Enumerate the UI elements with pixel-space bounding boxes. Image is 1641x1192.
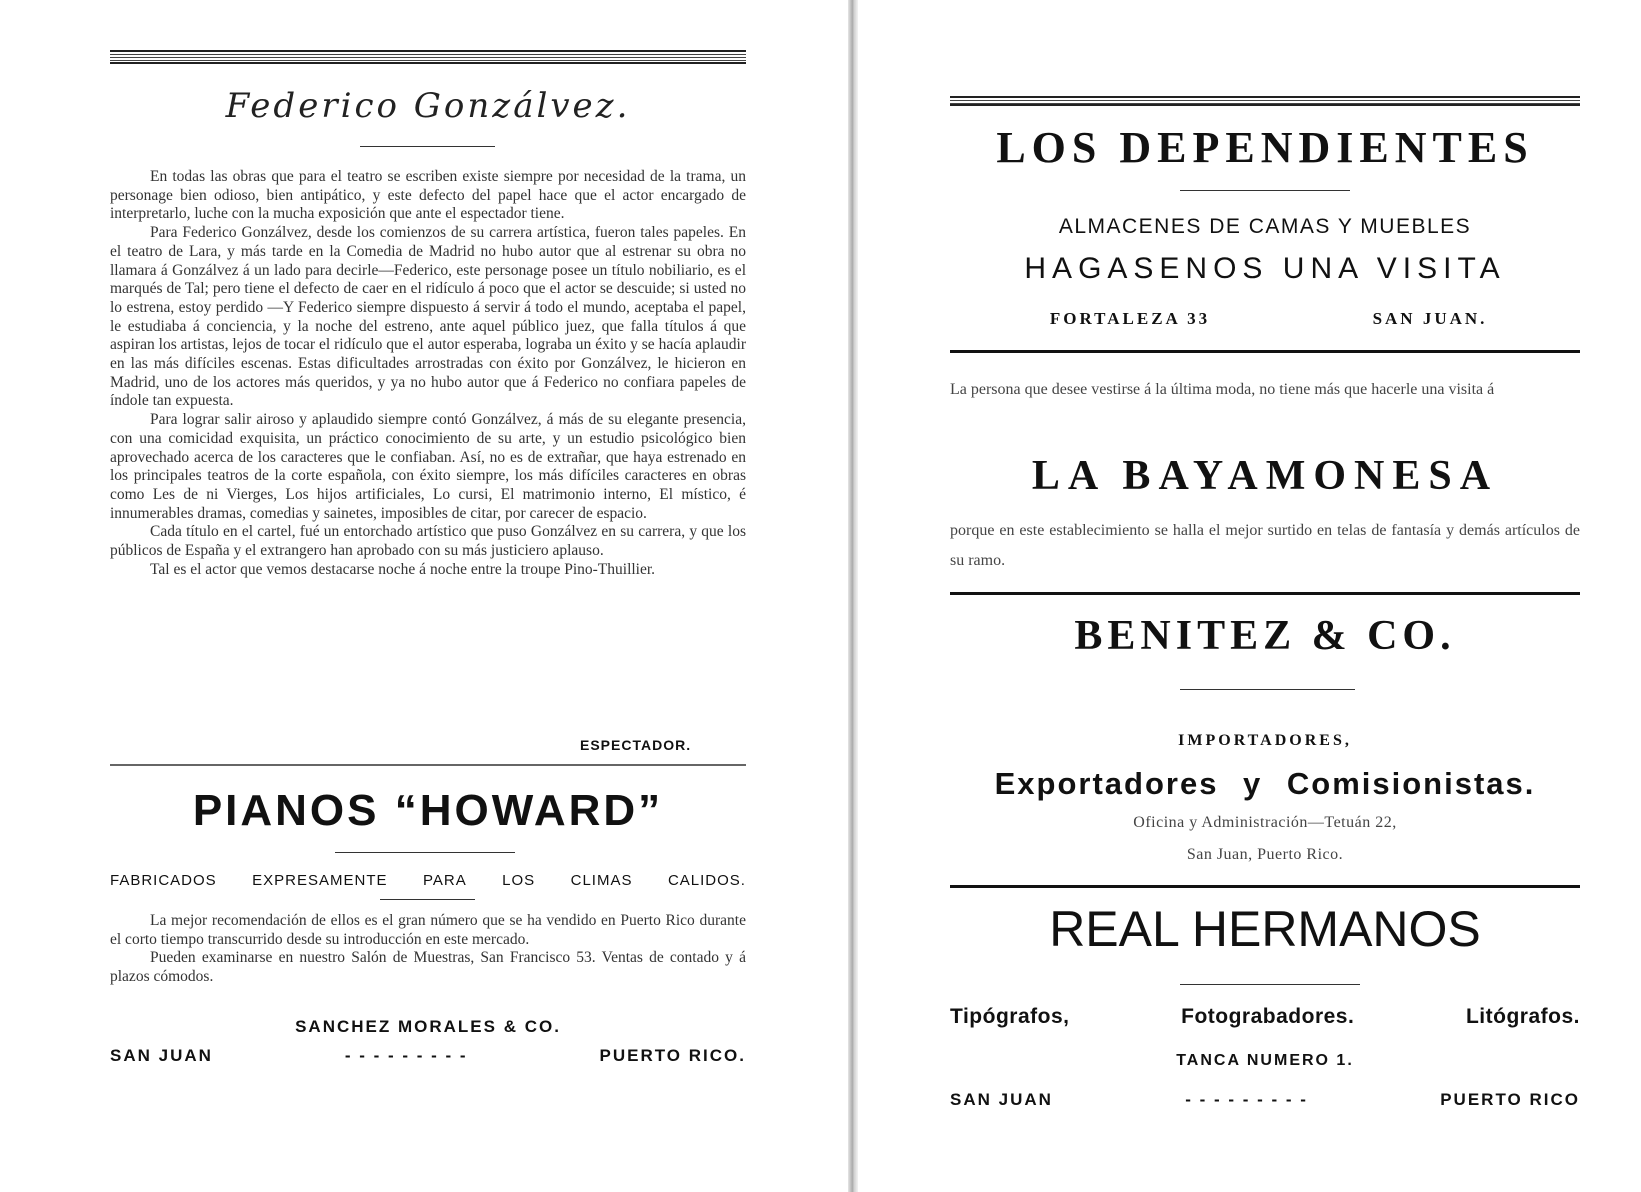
pianos-paragraph: La mejor recomendación de ellos es el gran número que se ha vendido en Puerto Rico durante el corto tiempo transcurrido desde su introducción en este mercado. — [110, 912, 746, 948]
subline-word: LOS — [502, 872, 536, 889]
paragraph: Tal es el actor que vemos destacarse noche á noche entre la troupe Pino-Thuillier. — [150, 560, 656, 578]
benitez-title: BENITEZ & CO. — [1074, 613, 1456, 659]
real-address: TANCA NUMERO 1. — [1176, 1052, 1354, 1069]
subline-word: CALIDOS. — [667, 872, 746, 889]
top-double-rule — [110, 50, 746, 64]
paragraph: Cada título en el cartel, fué un entorchado artístico que puso Gonzálvez en su carrera, y que los públicos de España y el extrangero han aprobado con su más justiciero aplauso. — [110, 523, 746, 560]
dashes: - - - - - - - - - — [344, 1046, 468, 1065]
country: PUERTO RICO. — [599, 1046, 746, 1065]
ad-separator — [950, 885, 1580, 888]
real-divider — [1180, 984, 1360, 985]
pianos-paragraph: Pueden examinarse en nuestro Salón de Muestras, San Francisco 53. Ventas de contado y á plazos cómodos. — [110, 949, 746, 986]
ad-separator — [950, 350, 1580, 353]
service-item: Fotograbadores. — [1181, 1005, 1355, 1028]
dependientes-subtitle: ALMACENES DE CAMAS Y MUEBLES — [1058, 215, 1472, 238]
paragraph: Para lograr salir airoso y aplaudido siempre contó Gonzálvez, á más de su elegante presencia, con una comicidad exquisita, un práctico conocimiento de su arte, y un estudio psicológico bien aprovechado acerca de los caracteres que le confiaban. Así, no es de extrañar, que haya estrenado en los principales teatros de la corte española, con éxito siempre, los más difíciles caracteres en obras como Les de ni Vierges, Los hijos artificiales, Lo cursi, El matrimonio interno, El místico, é innumerables dramas, comedias y sainetes, imposibles de citar, por carecer de espacio. — [110, 411, 746, 522]
subline-word: CLIMAS — [570, 872, 633, 889]
subline-word: EXPRESAMENTE — [252, 872, 388, 889]
pianos-headline: PIANOS “HOWARD” — [192, 786, 664, 835]
country: PUERTO RICO — [1440, 1090, 1580, 1109]
dashes: - - - - - - - - - — [1185, 1090, 1308, 1109]
dependientes-address: FORTALEZA 33 — [1049, 309, 1211, 328]
pianos-location — [110, 1046, 746, 1066]
benitez-line1: IMPORTADORES, — [1178, 732, 1352, 749]
paragraph: En todas las obras que para el teatro se escriben existe siempre por necesidad de la trama, un personage bien odioso, bien antipático, y este defecto del papel hace que el actor encargado de interpretarlo, luche con la mucha exposición que ante el espectador tiene. — [110, 168, 746, 223]
real-services — [950, 1005, 1580, 1029]
pianos-body — [110, 912, 746, 987]
right-top-rule — [950, 96, 1580, 106]
pianos-firm: SANCHEZ MORALES & CO. — [295, 1017, 561, 1036]
city: SAN JUAN — [110, 1046, 213, 1065]
ad-separator — [950, 592, 1580, 595]
pianos-divider-small — [380, 899, 475, 900]
benitez-line4: San Juan, Puerto Rico. — [1186, 846, 1344, 863]
real-title: REAL HERMANOS — [1049, 901, 1481, 957]
subline-word: PARA — [422, 872, 467, 889]
service-item: Litógrafos. — [1465, 1005, 1580, 1028]
bayamonesa-intro: La persona que desee vestirse á la última moda, no tiene más que hacerle una visita á — [950, 381, 1495, 398]
pianos-divider — [335, 852, 515, 853]
city: SAN JUAN — [950, 1090, 1053, 1109]
bayamonesa-body: porque en este establecimiento se halla el mejor surtido en telas de fantasía y demás artículos de su ramo. — [950, 522, 1580, 569]
real-location — [950, 1090, 1580, 1110]
section-rule — [110, 764, 746, 766]
benitez-line2: Exportadores y Comisionistas. — [994, 766, 1536, 801]
article-title: Federico Gonzálvez. — [225, 86, 631, 126]
benitez-line3: Oficina y Administración—Tetuán 22, — [1133, 814, 1397, 831]
subline-word: FABRICADOS — [110, 872, 217, 889]
book-gutter — [848, 0, 858, 1192]
bayamonesa-title: LA BAYAMONESA — [1031, 453, 1499, 499]
dependientes-title: LOS DEPENDIENTES — [996, 123, 1534, 172]
dependientes-divider — [1180, 190, 1350, 191]
signature: ESPECTADOR. — [580, 737, 692, 753]
title-divider — [360, 146, 495, 147]
service-item: Tipógrafos, — [950, 1005, 1070, 1028]
pianos-subline — [110, 872, 746, 889]
benitez-divider — [1180, 689, 1355, 690]
dependientes-city: SAN JUAN. — [1372, 309, 1488, 328]
dependientes-slogan: HAGASENOS UNA VISITA — [1024, 252, 1506, 285]
article-body — [110, 168, 746, 579]
paragraph: Para Federico Gonzálvez, desde los comienzos de su carrera artística, fueron tales papeles. En el teatro de Lara, y más tarde en la Comedia de Madrid no hubo autor que al estrenar su obra no llamara á Gonzálvez á un lado para decirle—Federico, este personage posee un título nobiliario, es el marqués de Tal; pero tiene el defecto de caer en el ridículo á poco que el actor se descuide; si usted no lo estrena, estoy perdido —Y Federico siempre dispuesto á servir á todo el mundo, aceptaba el papel, le estudiaba á conciencia, y la noche del estreno, ante aquel público juez, que falla títulos á que aspiran los artistas, lejos de tocar el ridículo que el autor esperaba, lograba un éxito y se hacía aplaudir en las más difíciles escenas. Estas dificultades arrostradas con éxito por Gonzálvez, le hicieron en Madrid, uno de los actores más queridos, y ya no hubo autor que á Federico no confiara papeles de índole tan expuesta. — [110, 224, 746, 410]
